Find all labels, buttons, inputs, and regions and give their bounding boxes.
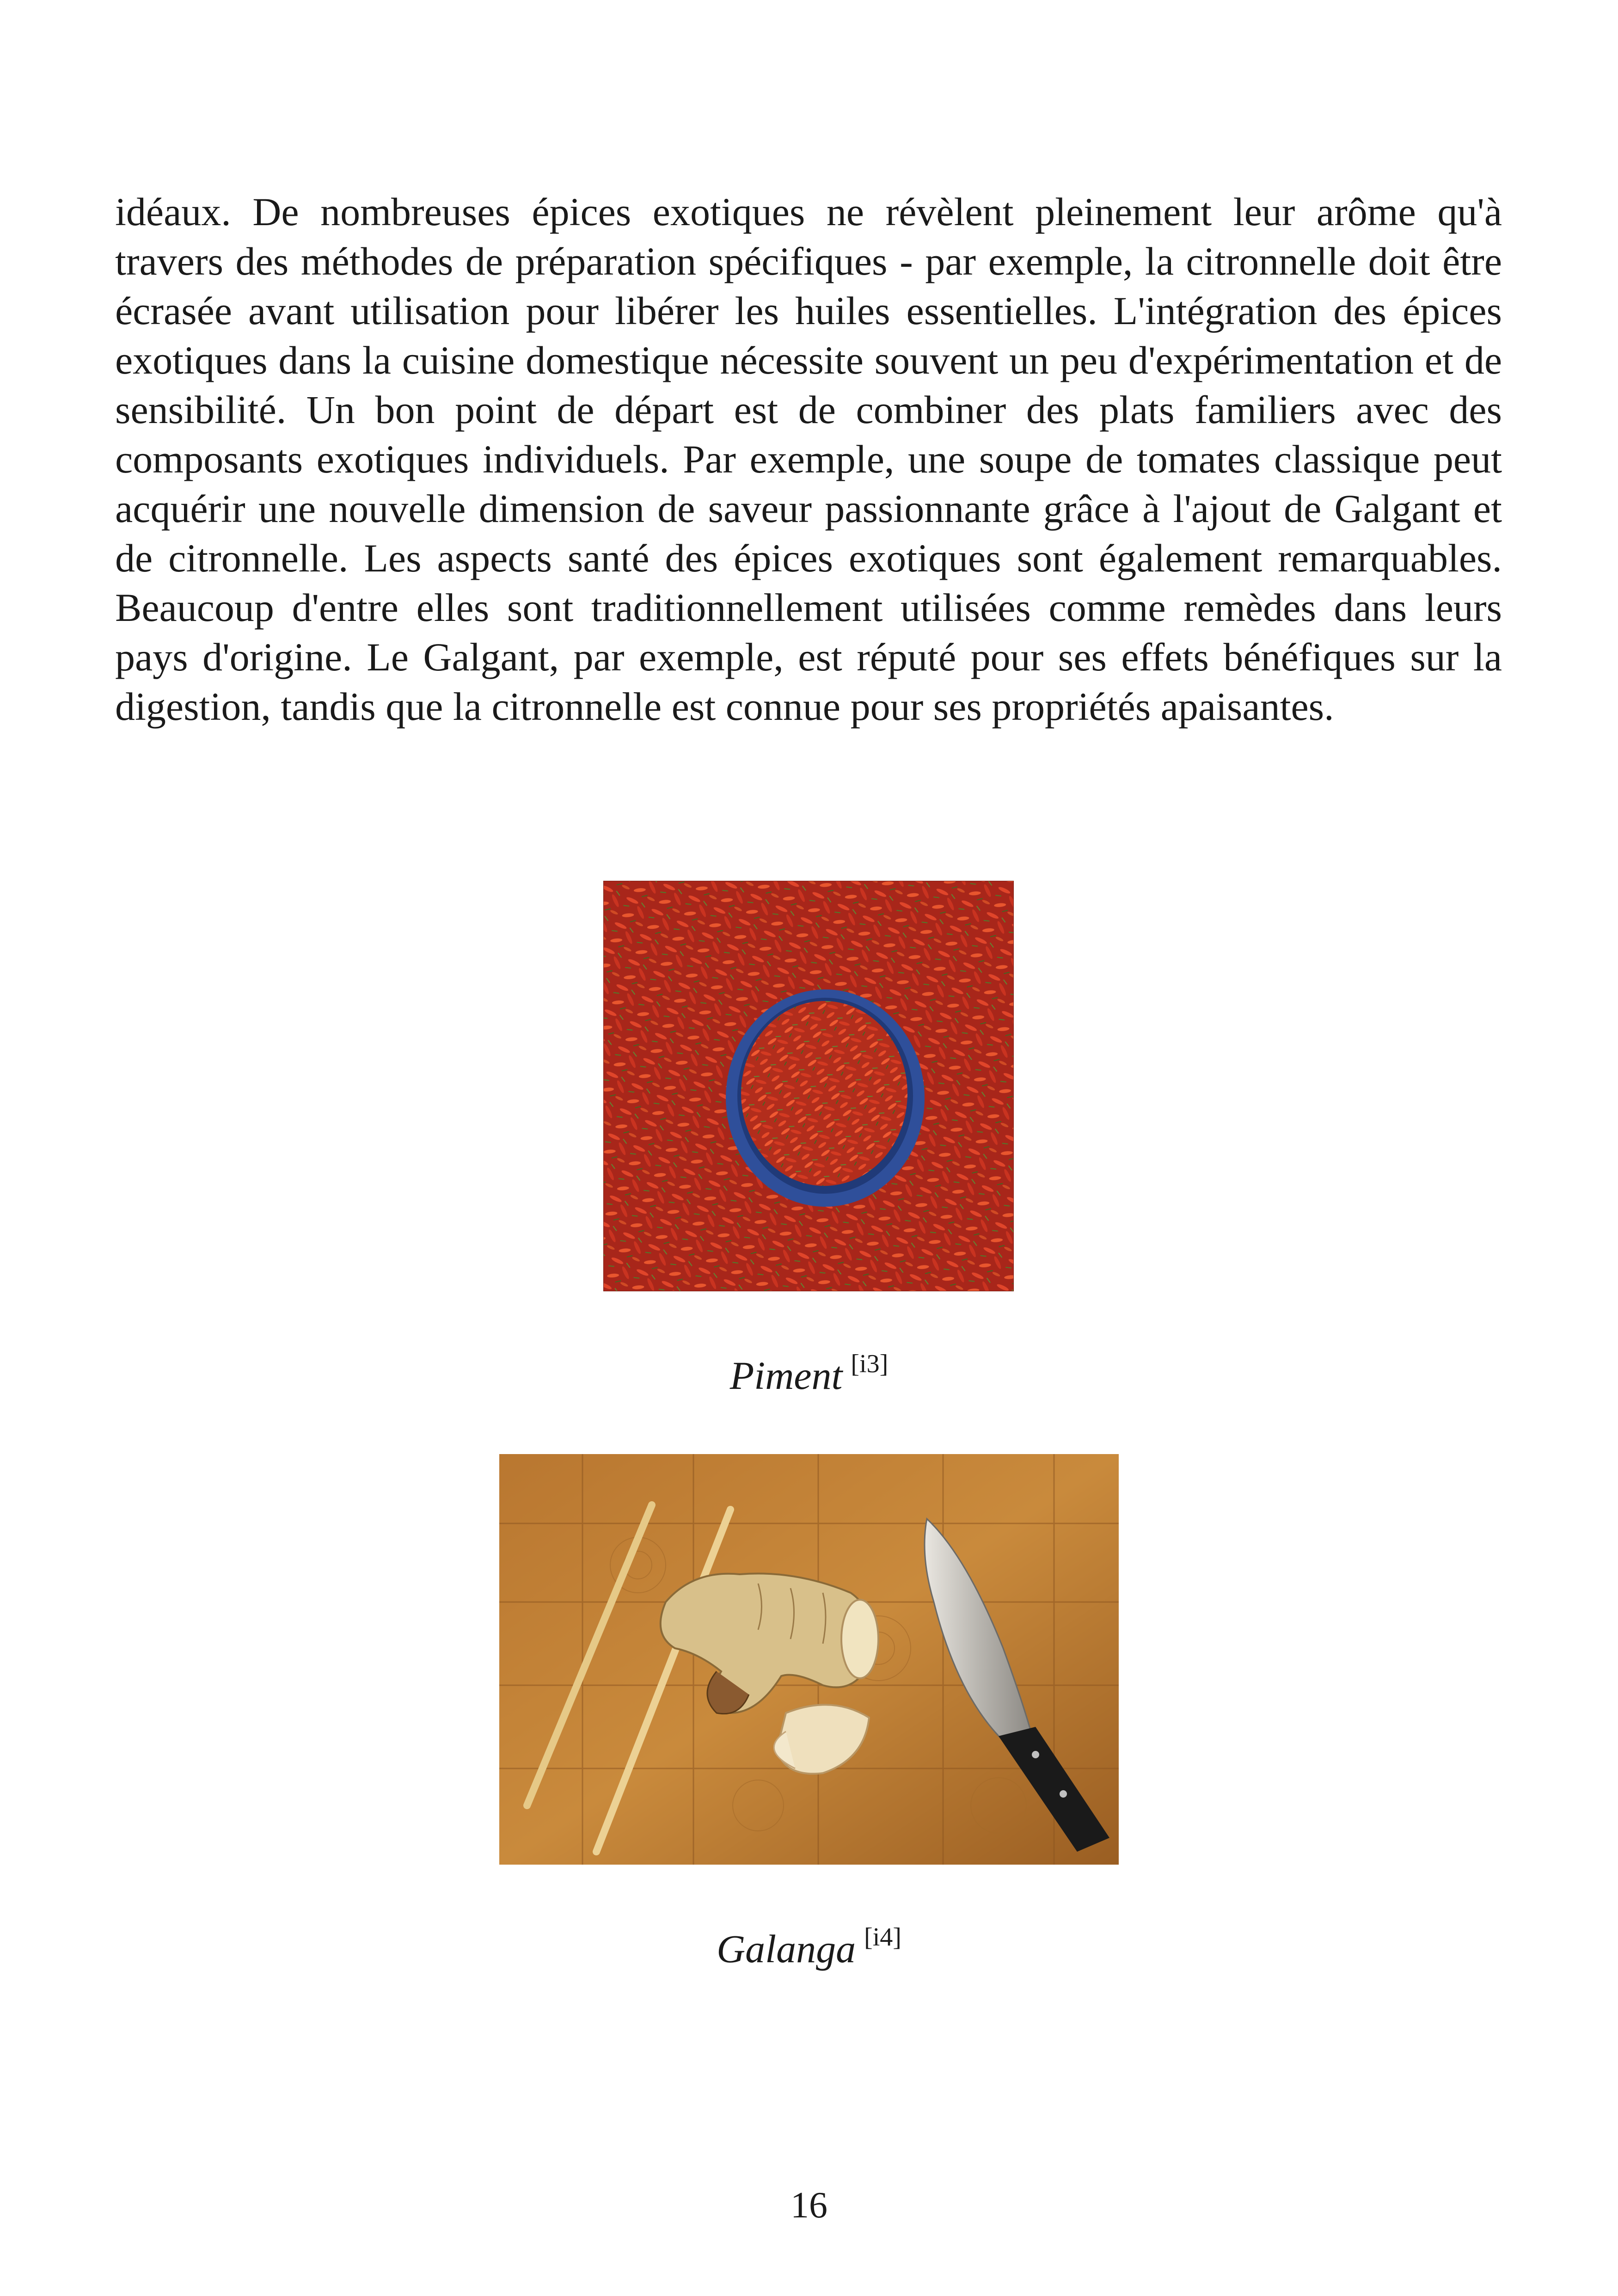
page-number: 16 bbox=[791, 2185, 827, 2226]
galangal-image bbox=[499, 1454, 1119, 1865]
caption-text: Galanga bbox=[717, 1927, 856, 1971]
caption-reference: [i4] bbox=[864, 1923, 901, 1952]
caption-text: Piment bbox=[729, 1353, 843, 1398]
figure-caption-galanga bbox=[0, 1914, 1618, 1972]
chili-peppers-image bbox=[603, 881, 1014, 1291]
body-paragraph: idéaux. De nombreuses épices exotiques ne révèlent pleinement leur arôme qu'à travers des méthodes de préparation spécifiques - par exemple, la citronnelle doit être écrasée avant utilisation pour libérer les huiles essentielles. L'intégration des épices exotiques dans la cuisine domestique nécessite souvent un peu d'expérimentation et de sensibilité. Un bon point de départ est de combiner des plats familiers avec des composants exotiques individuels. Par exemple, une soupe de tomates classique peut acquérir une nouvelle dimension de saveur passionnante grâce à l'ajout de Galgant et de citronnelle. Les aspects santé des épices exotiques sont également remarquables. Beaucoup d'entre elles sont traditionnellement utilisées comme remèdes dans leurs pays d'origine. Le Galgant, par exemple, est réputé pour ses effets bénéfiques sur la digestion, tandis que la citronnelle est connue pour ses propriétés apaisantes. bbox=[115, 190, 1502, 729]
caption-reference: [i3] bbox=[851, 1350, 889, 1378]
figure-caption-piment bbox=[0, 1341, 1618, 1399]
